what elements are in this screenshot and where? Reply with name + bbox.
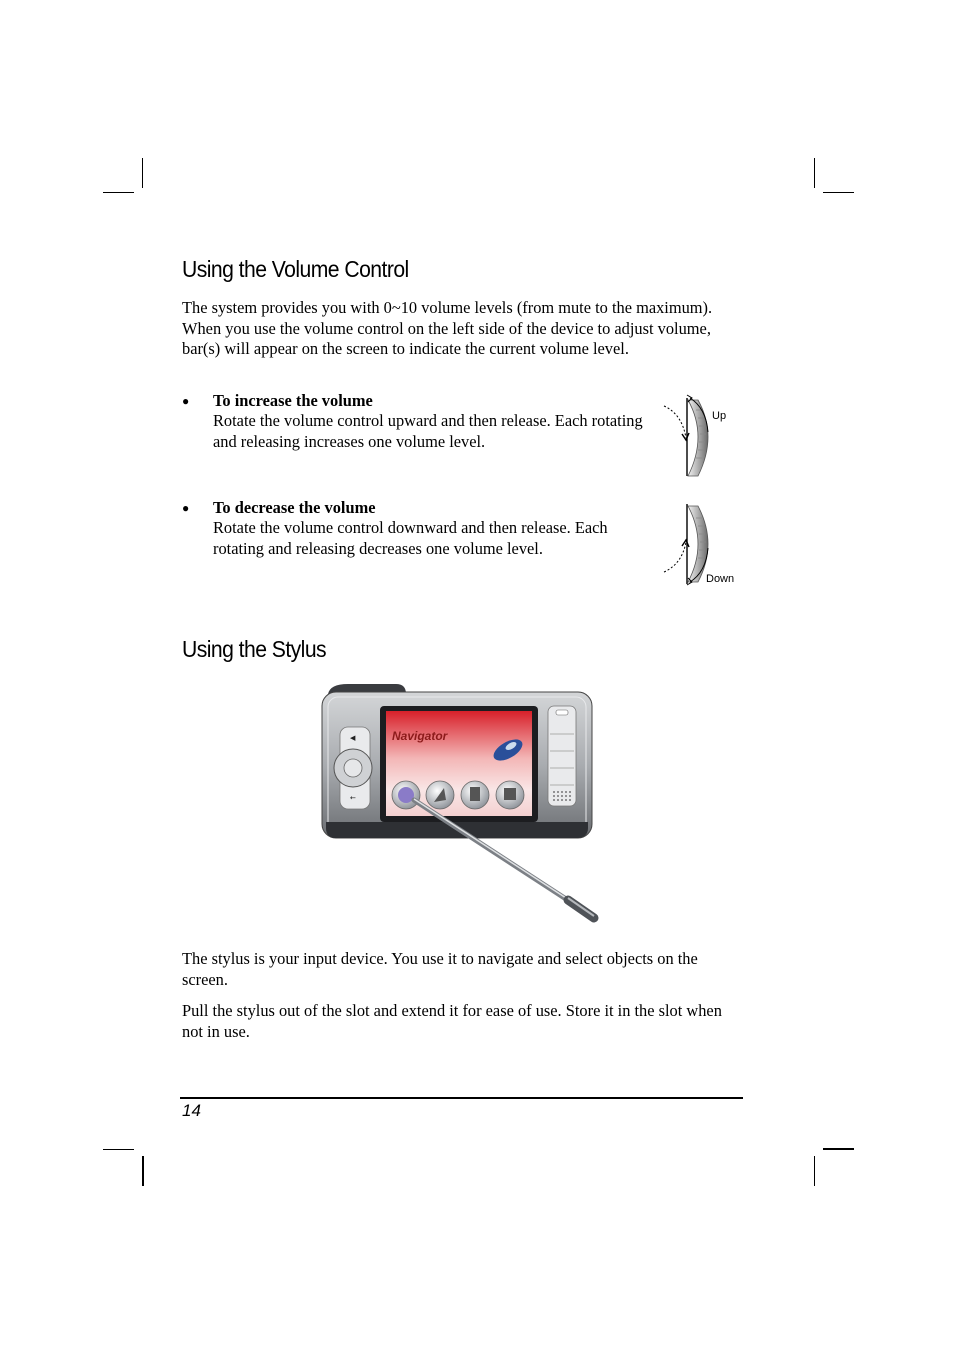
crop-mark-top-left-h [103, 192, 134, 193]
decrease-volume-title: To decrease the volume [213, 498, 376, 517]
crop-mark-bottom-right-v [814, 1156, 815, 1186]
svg-text:←: ← [350, 794, 356, 802]
bullet-decrease: ● [182, 501, 190, 515]
volume-up-label: Up [712, 410, 727, 422]
increase-volume-text: Rotate the volume control upward and then release. Each rotating and releasing increases one volume level. [213, 411, 643, 451]
crop-mark-bottom-left-h [103, 1149, 134, 1150]
crop-mark-bottom-left-v [142, 1156, 144, 1186]
footer-rule [180, 1097, 743, 1099]
crop-mark-top-right-v [814, 158, 815, 188]
crop-mark-bottom-right-h [823, 1148, 854, 1150]
svg-text:◀: ◀ [350, 734, 356, 742]
volume-intro-paragraph: The system provides you with 0~10 volume levels (from mute to the maximum). When you use the volume control on the left side of the device to adjust volume, bar(s) will appear on the screen to indicate the current volume level. [182, 298, 713, 358]
volume-up-illustration [660, 392, 750, 480]
device-with-stylus-illustration [318, 682, 608, 932]
page-number: 14 [182, 1101, 201, 1120]
volume-down-illustration [660, 500, 750, 588]
volume-down-label: Down [706, 573, 735, 585]
device-screen-title: Navigator [392, 729, 448, 743]
volume-section-heading: Using the Volume Control [182, 256, 409, 282]
crop-mark-top-right-h [823, 192, 854, 193]
stylus-paragraph-2: Pull the stylus out of the slot and extend it for ease of use. Store it in the slot when not in use. [182, 1001, 722, 1041]
crop-mark-top-left-v [142, 158, 143, 188]
decrease-volume-text: Rotate the volume control downward and then release. Each rotating and releasing decreases one volume level. [213, 518, 608, 558]
stylus-paragraph-1: The stylus is your input device. You use it to navigate and select objects on the screen. [182, 949, 698, 989]
bullet-increase: ● [182, 394, 190, 408]
stylus-section-heading: Using the Stylus [182, 636, 327, 662]
increase-volume-title: To increase the volume [213, 391, 373, 410]
